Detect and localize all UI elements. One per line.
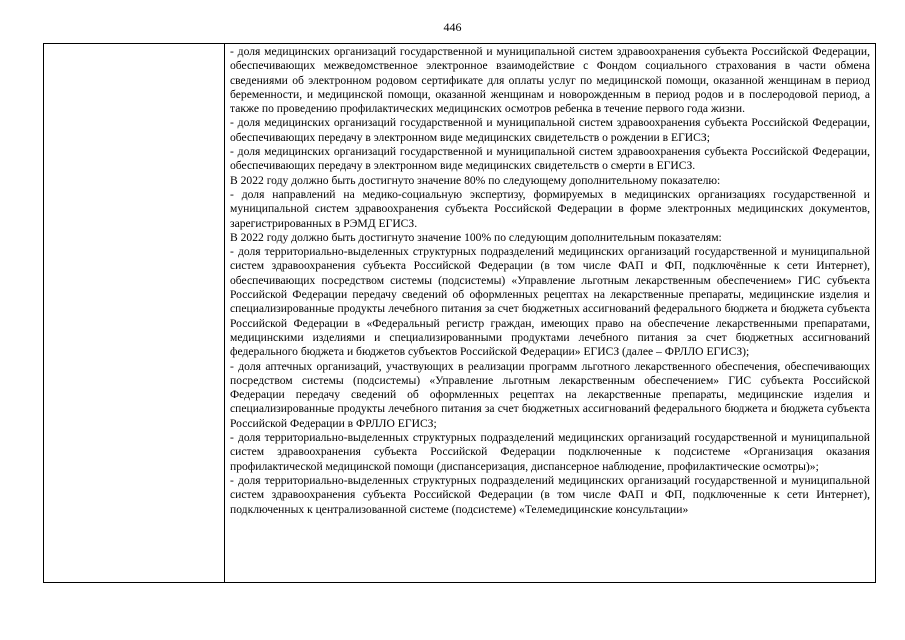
paragraph: - доля аптечных организаций, участвующих в реализации программ льготного лекарственного обеспечения, обеспечивающих посредством системы (подсистемы) «Управление льготным лекарственным обеспечением» ГИС субъекта Российской Федерации передачу сведений об оформленных рецептах на лекарственные препараты, медицинские изделия и специализированные продукты лечебного питания за счет бюджетных ассигнований федерального бюджета и бюджета субъекта Российской Федерации в ФРЛЛО ЕГИСЗ; bbox=[230, 359, 870, 430]
document-table bbox=[43, 43, 876, 583]
paragraph: - доля территориально-выделенных структурных подразделений медицинских организаций государственной и муниципальной систем здравоохранения субъекта Российской Федерации подключенные к подсистеме «Организация оказания профилактической медицинской помощи (диспансеризация, диспансерное наблюдение, профилактические осмотры)»; bbox=[230, 431, 870, 473]
paragraph: - доля медицинских организаций государственной и муниципальной систем здравоохранения субъекта Российской Федерации, обеспечивающих передачу в электронном виде медицинских свидетельств о смерти в ЕГИСЗ. bbox=[230, 145, 870, 173]
paragraph: В 2022 году должно быть достигнуто значение 100% по следующим дополнительным показателям: bbox=[230, 230, 722, 244]
paragraph: - доля медицинских организаций государственной и муниципальной систем здравоохранения субъекта Российской Федерации, обеспечивающих межведомственное электронное взаимодействие с Фондом социального страхования в части обмена сведениями об электронном родовом сертификате для оплаты услуг по медицинской помощи, оказанной женщинам в период беременности, и медицинской помощи, оказанной женщинам и новорожденным в период родов и в послеродовой период, а также по проведению профилактических медицинских осмотров ребенка в течение первого года жизни. bbox=[230, 45, 870, 116]
paragraph: - доля медицинских организаций государственной и муниципальной систем здравоохранения субъекта Российской Федерации, обеспечивающих передачу в электронном виде медицинских свидетельств о рождении в ЕГИСЗ; bbox=[230, 116, 870, 144]
page-number: 446 bbox=[443, 20, 462, 34]
paragraph: - доля территориально-выделенных структурных подразделений медицинских организаций государственной и муниципальной систем здравоохранения субъекта Российской Федерации (в том числе ФАП и ФП, подключенные к сети Интернет), подключенных к централизованной системе (подсистеме) «Телемедицинские консультации» bbox=[230, 473, 870, 516]
paragraph: - доля направлений на медико-социальную экспертизу, формируемых в медицинских организациях государственной и муниципальной систем здравоохранения субъекта Российской Федерации в форме электронных медицинских документов, зарегистрированных в РЭМД ЕГИСЗ. bbox=[230, 187, 870, 230]
table-right-cell bbox=[225, 44, 875, 582]
paragraph: В 2022 году должно быть достигнуто значение 80% по следующему дополнительному показателю: bbox=[230, 173, 721, 187]
paragraph: - доля территориально-выделенных структурных подразделений медицинских организаций государственной и муниципальной систем здравоохранения субъекта Российской Федерации (в том числе ФАП и ФП, подключённые к сети Интернет), обеспечивающих посредством системы (подсистемы) «Управление льготным лекарственным обеспечением» ГИС субъекта Российской Федерации передачу сведений об оформленных рецептах на лекарственные препараты, медицинские изделия и специализированные продукты лечебного питания за счет бюджетных ассигнований федерального бюджета и бюджета субъекта Российской Федерации в «Федеральный регистр граждан, имеющих право на обеспечение лекарственными препаратами, медицинскими изделиями и специализированными продуктами лечебного питания за счет бюджетных ассигнований федерального бюджета и бюджетов субъектов Российской Федерации» ЕГИСЗ (далее – ФРЛЛО ЕГИСЗ); bbox=[230, 245, 870, 359]
table-left-cell bbox=[44, 44, 225, 582]
